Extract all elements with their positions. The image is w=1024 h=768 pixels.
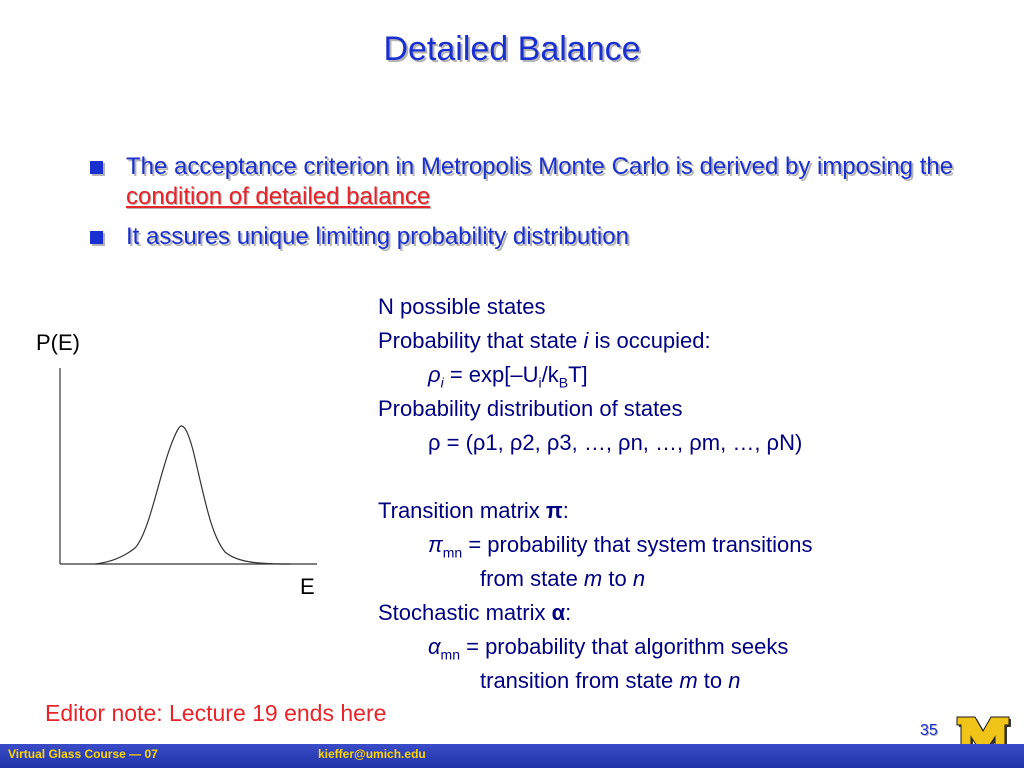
footer-email: kieffer@umich.edu: [318, 747, 426, 761]
rho-i-formula: $\rho_i = \exp[-U_i/k_BT]$: [428, 362, 588, 391]
footer-bar: [0, 744, 1024, 768]
pi-mn-definition: $\pi_{mn}$ = probability that system transitions: [428, 532, 813, 561]
bullet-text: It assures unique limiting probability distribution: [126, 223, 629, 250]
definitions-block: [378, 290, 998, 698]
plot-x-label: E: [300, 574, 315, 599]
alpha-mn-continuation: transition from state m to n: [480, 668, 741, 693]
rho-vector-formula: ρ = (ρ1, ρ2, ρ3, …, ρn, …, ρm, …, ρN): [428, 430, 803, 455]
stochastic-matrix-line: Stochastic matrix α:: [378, 600, 572, 625]
distribution-line: Probability distribution of states: [378, 396, 683, 421]
footer-course: Virtual Glass Course — 07: [8, 747, 158, 761]
bullet-square-icon: [90, 231, 103, 244]
states-line: N possible states: [378, 294, 546, 319]
spacer: [378, 460, 998, 494]
editor-note: Editor note: Lecture 19 ends here: [45, 700, 387, 726]
plot-y-label: P(E): [36, 330, 80, 355]
detailed-balance-link[interactable]: condition of detailed balance: [126, 183, 431, 210]
pi-mn-continuation: from state m to n: [480, 566, 646, 591]
bullet-list: [88, 152, 988, 262]
alpha-mn-definition: $\alpha_{mn}$ = probability that algorithm seeks: [428, 634, 789, 663]
occupied-line: Probability that state i is occupied:: [378, 328, 711, 353]
bullet-item: [88, 222, 988, 252]
bullet-item: [88, 152, 988, 212]
page-number: 35: [920, 722, 938, 739]
energy-distribution-plot: [25, 320, 355, 610]
bullet-square-icon: [90, 161, 103, 174]
bullet-text: The acceptance criterion in Metropolis Monte Carlo is derived by imposing the: [126, 153, 954, 180]
distribution-curve: [95, 426, 290, 564]
slide-title: Detailed Balance: [383, 30, 641, 68]
transition-matrix-line: Transition matrix π:: [378, 498, 569, 523]
